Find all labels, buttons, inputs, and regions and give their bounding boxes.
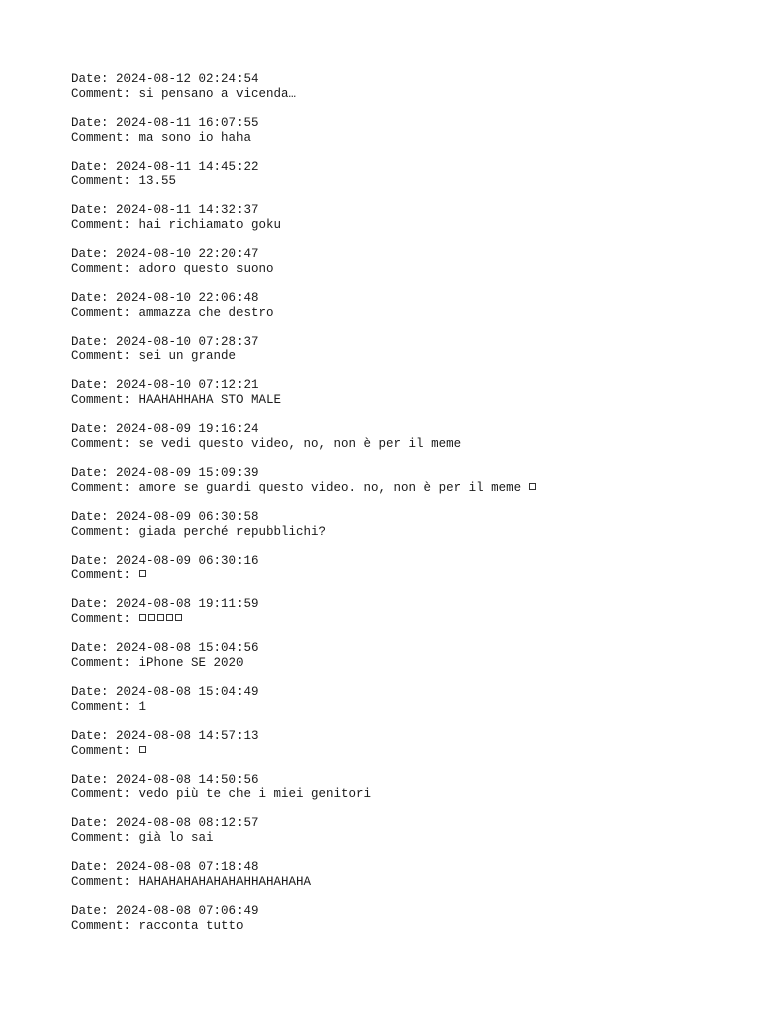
date-label: Date: [71, 509, 117, 524]
date-value: 2024-08-10 22:06:48 [116, 290, 259, 305]
comment-label: Comment: [71, 349, 139, 364]
date-line [71, 816, 751, 831]
comment-line [71, 787, 751, 802]
comment-entry [71, 247, 751, 277]
date-value: 2024-08-08 19:11:59 [116, 597, 259, 612]
comment-line [71, 218, 751, 233]
date-label: Date: [71, 728, 117, 743]
comment-entry [71, 203, 751, 233]
comment-entry [71, 422, 751, 452]
missing-glyph-icon [148, 614, 155, 621]
date-label: Date: [71, 115, 117, 130]
comment-entry [71, 72, 751, 102]
comment-label: Comment: [71, 480, 139, 495]
comment-entry [71, 729, 751, 759]
comment-line [71, 919, 751, 934]
missing-glyph-icon [139, 570, 146, 577]
date-value: 2024-08-10 07:28:37 [116, 334, 259, 349]
date-label: Date: [71, 860, 117, 875]
comment-line [71, 612, 751, 627]
comment-entry [71, 510, 751, 540]
date-line [71, 291, 751, 306]
date-value: 2024-08-09 06:30:16 [116, 553, 259, 568]
comment-label: Comment: [71, 393, 139, 408]
date-value: 2024-08-11 14:32:37 [116, 203, 259, 218]
date-line [71, 335, 751, 350]
missing-glyph-icon [529, 483, 536, 490]
comment-text: ammazza che destro [138, 305, 274, 320]
date-line [71, 729, 751, 744]
comment-line [71, 568, 751, 583]
date-label: Date: [71, 203, 117, 218]
comment-entry [71, 773, 751, 803]
comment-text: HAHAHAHAHAHAHAHHAHAHAHA [138, 874, 312, 889]
comment-text: HAAHAHHAHA STO MALE [138, 393, 282, 408]
comment-entry [71, 597, 751, 627]
date-line [71, 773, 751, 788]
date-line [71, 554, 751, 569]
comment-text: 13.55 [138, 174, 177, 189]
date-line [71, 597, 751, 612]
comment-text: già lo sai [138, 831, 214, 846]
date-line [71, 466, 751, 481]
date-label: Date: [71, 247, 117, 262]
date-value: 2024-08-08 07:18:48 [116, 860, 259, 875]
date-value: 2024-08-11 16:07:55 [116, 115, 259, 130]
comment-text: racconta tutto [138, 918, 244, 933]
comment-text: si pensano a vicenda… [138, 86, 297, 101]
date-label: Date: [71, 641, 117, 656]
comment-entry [71, 335, 751, 365]
comment-label: Comment: [71, 261, 139, 276]
missing-glyph-icon [175, 614, 182, 621]
comment-label: Comment: [71, 218, 139, 233]
comment-label: Comment: [71, 699, 139, 714]
missing-glyph-icon [157, 614, 164, 621]
comment-entry [71, 685, 751, 715]
comment-entry [71, 378, 751, 408]
date-line [71, 378, 751, 393]
comment-label: Comment: [71, 524, 139, 539]
comment-text: iPhone SE 2020 [138, 655, 244, 670]
comment-text: ma sono io haha [138, 130, 252, 145]
date-value: 2024-08-08 15:04:56 [116, 641, 259, 656]
comment-text: sei un grande [138, 349, 237, 364]
date-line [71, 72, 751, 87]
comment-entry [71, 554, 751, 584]
date-value: 2024-08-12 02:24:54 [116, 72, 259, 86]
comment-line [71, 744, 751, 759]
comment-label: Comment: [71, 743, 139, 758]
comment-line [71, 349, 751, 364]
date-value: 2024-08-08 15:04:49 [116, 684, 259, 699]
date-line [71, 203, 751, 218]
comment-line [71, 262, 751, 277]
comment-line [71, 525, 751, 540]
comment-text: adoro questo suono [138, 261, 274, 276]
missing-glyph-icon [139, 614, 146, 621]
date-label: Date: [71, 290, 117, 305]
comment-label: Comment: [71, 787, 139, 802]
date-line [71, 641, 751, 656]
comment-entry [71, 904, 751, 934]
date-line [71, 160, 751, 175]
comment-line [71, 437, 751, 452]
comment-line [71, 393, 751, 408]
date-value: 2024-08-08 14:50:56 [116, 772, 259, 787]
missing-glyph-icon [139, 746, 146, 753]
comment-text: se vedi questo video, no, non è per il meme [138, 437, 462, 452]
comment-entry [71, 641, 751, 671]
date-value: 2024-08-10 22:20:47 [116, 247, 259, 262]
comment-text: 1 [138, 699, 147, 714]
comment-text: giada perché repubblichi? [138, 524, 327, 539]
date-label: Date: [71, 684, 117, 699]
comment-label: Comment: [71, 174, 139, 189]
comment-label: Comment: [71, 655, 139, 670]
comment-entry [71, 160, 751, 190]
date-label: Date: [71, 553, 117, 568]
date-value: 2024-08-09 15:09:39 [116, 466, 259, 481]
date-line [71, 116, 751, 131]
comment-log [71, 72, 751, 948]
comment-label: Comment: [71, 568, 139, 583]
comment-entry [71, 291, 751, 321]
comment-entry [71, 466, 751, 496]
date-label: Date: [71, 422, 117, 437]
comment-line [71, 131, 751, 146]
date-line [71, 685, 751, 700]
comment-line [71, 87, 751, 102]
missing-glyph-icon [166, 614, 173, 621]
comment-text: hai richiamato goku [138, 218, 282, 233]
comment-entry [71, 816, 751, 846]
date-label: Date: [71, 72, 117, 86]
date-value: 2024-08-08 07:06:49 [116, 903, 259, 918]
comment-line [71, 700, 751, 715]
date-label: Date: [71, 772, 117, 787]
date-label: Date: [71, 378, 117, 393]
date-value: 2024-08-09 19:16:24 [116, 422, 259, 437]
date-label: Date: [71, 597, 117, 612]
date-value: 2024-08-08 14:57:13 [116, 728, 259, 743]
comment-text: vedo più te che i miei genitori [138, 787, 372, 802]
date-label: Date: [71, 816, 117, 831]
date-line [71, 860, 751, 875]
date-label: Date: [71, 334, 117, 349]
comment-entry [71, 116, 751, 146]
date-line [71, 422, 751, 437]
comment-line [71, 481, 751, 496]
comment-line [71, 831, 751, 846]
comment-line [71, 306, 751, 321]
date-line [71, 247, 751, 262]
comment-line [71, 656, 751, 671]
comment-label: Comment: [71, 831, 139, 846]
date-label: Date: [71, 159, 117, 174]
comment-label: Comment: [71, 130, 139, 145]
date-value: 2024-08-10 07:12:21 [116, 378, 259, 393]
comment-label: Comment: [71, 437, 139, 452]
date-value: 2024-08-11 14:45:22 [116, 159, 259, 174]
date-label: Date: [71, 903, 117, 918]
date-line [71, 510, 751, 525]
date-label: Date: [71, 466, 117, 481]
comment-line [71, 174, 751, 189]
comment-text: amore se guardi questo video. no, non è per il meme [138, 480, 529, 495]
comment-label: Comment: [71, 305, 139, 320]
comment-line [71, 875, 751, 890]
date-value: 2024-08-08 08:12:57 [116, 816, 259, 831]
comment-label: Comment: [71, 612, 139, 627]
comment-label: Comment: [71, 86, 139, 101]
comment-label: Comment: [71, 918, 139, 933]
comment-entry [71, 860, 751, 890]
date-line [71, 904, 751, 919]
date-value: 2024-08-09 06:30:58 [116, 509, 259, 524]
comment-label: Comment: [71, 874, 139, 889]
